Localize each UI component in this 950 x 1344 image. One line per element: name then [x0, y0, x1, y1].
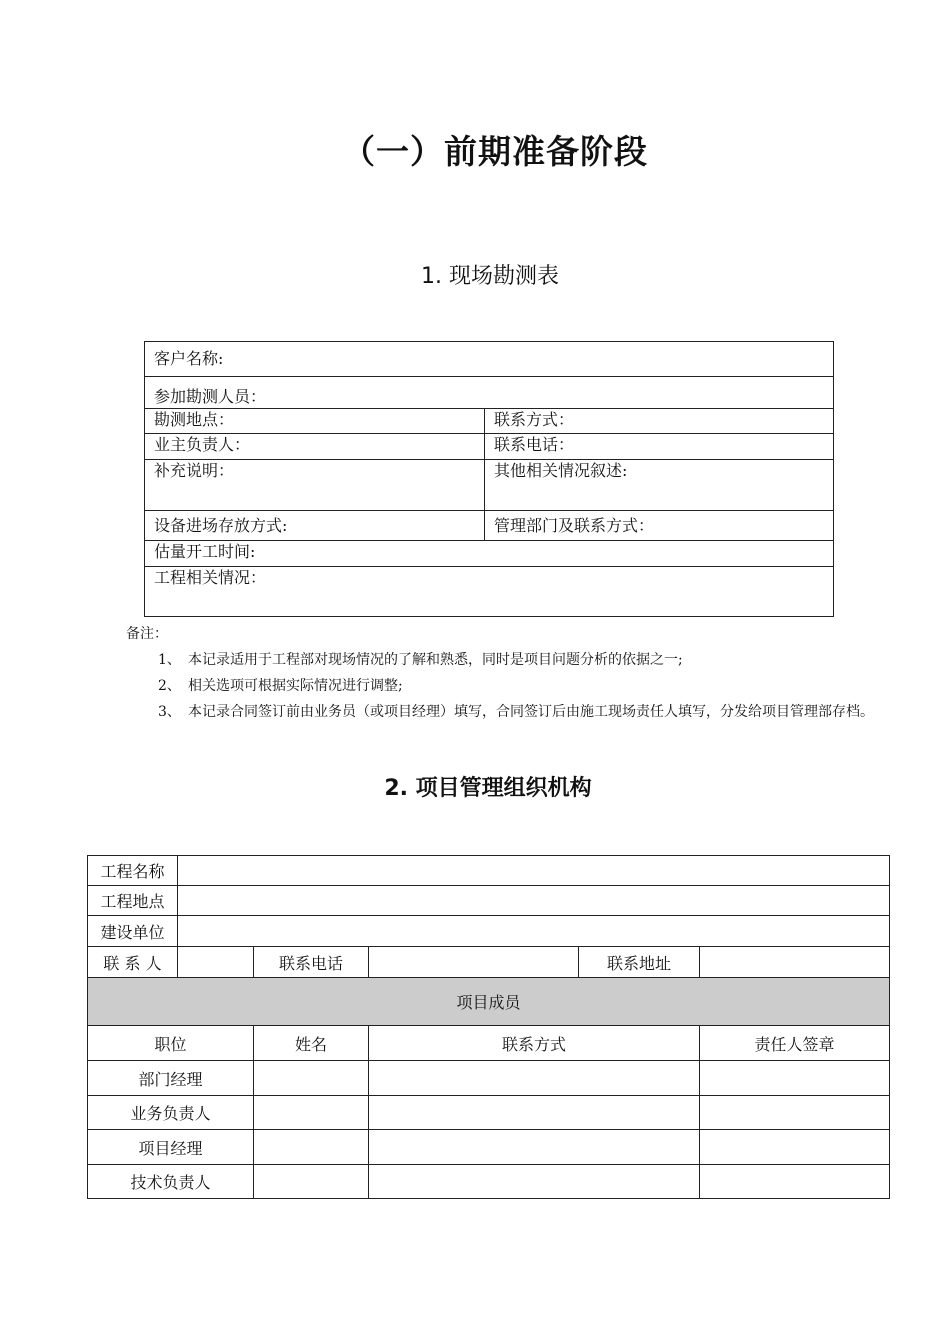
member-name-cell[interactable] [254, 1130, 369, 1165]
column-header-position: 职位 [88, 1026, 254, 1061]
contact-method-field[interactable]: 联系方式： [485, 409, 834, 434]
section-title-organization: 2. 项目管理组织机构 [384, 776, 592, 801]
column-header-contact: 联系方式 [369, 1026, 700, 1061]
table-row [88, 1130, 890, 1165]
estimated-start-field[interactable]: 估量开工时间: [145, 541, 834, 567]
notes-block [126, 621, 911, 725]
table-row [88, 1096, 890, 1130]
survey-staff-field[interactable]: 参加勘测人员： [145, 377, 834, 409]
members-header: 项目成员 [88, 978, 890, 1026]
organization-table [87, 855, 890, 1199]
member-position: 技术负责人 [88, 1165, 254, 1199]
note-number: 3、 [158, 704, 181, 720]
survey-location-field[interactable]: 勘测地点： [145, 409, 485, 434]
member-name-cell[interactable] [254, 1096, 369, 1130]
project-situation-field[interactable]: 工程相关情况： [145, 567, 834, 617]
member-position: 部门经理 [88, 1061, 254, 1096]
member-name-cell[interactable] [254, 1061, 369, 1096]
note-text: 本记录合同签订前由业务员（或项目经理）填写，合同签订后由施工现场责任人填写，分发给项目管理部存档。 [188, 704, 874, 720]
member-signature-cell[interactable] [700, 1130, 890, 1165]
project-name-value[interactable] [178, 856, 890, 886]
contact-person-label: 联 系 人 [88, 947, 178, 978]
member-contact-cell[interactable] [369, 1130, 700, 1165]
project-location-value[interactable] [178, 886, 890, 916]
note-number: 2、 [158, 678, 181, 694]
owner-person-field[interactable]: 业主负责人： [145, 434, 485, 460]
survey-form-table [144, 341, 834, 617]
other-situation-field[interactable]: 其他相关情况叙述: [485, 460, 834, 511]
table-row [88, 1061, 890, 1096]
member-signature-cell[interactable] [700, 1061, 890, 1096]
member-contact-cell[interactable] [369, 1165, 700, 1199]
page-title: （一）前期准备阶段 [342, 132, 648, 171]
note-text: 相关选项可根据实际情况进行调整; [188, 678, 403, 694]
member-position: 业务负责人 [88, 1096, 254, 1130]
note-item [126, 647, 911, 673]
contact-phone-label: 联系电话 [254, 947, 369, 978]
contact-phone-field[interactable]: 联系电话： [485, 434, 834, 460]
construction-unit-label: 建设单位 [88, 916, 178, 947]
member-signature-cell[interactable] [700, 1096, 890, 1130]
note-number: 1、 [158, 652, 181, 668]
contact-person-value[interactable] [178, 947, 254, 978]
note-item [126, 699, 911, 725]
notes-label: 备注： [126, 626, 168, 642]
member-position: 项目经理 [88, 1130, 254, 1165]
member-contact-cell[interactable] [369, 1096, 700, 1130]
equipment-storage-field[interactable]: 设备进场存放方式: [145, 511, 485, 541]
contact-address-value[interactable] [700, 947, 890, 978]
project-location-label: 工程地点 [88, 886, 178, 916]
member-name-cell[interactable] [254, 1165, 369, 1199]
note-text: 本记录适用于工程部对现场情况的了解和熟悉，同时是项目问题分析的依据之一; [188, 652, 683, 668]
project-name-label: 工程名称 [88, 856, 178, 886]
construction-unit-value[interactable] [178, 916, 890, 947]
management-contact-field[interactable]: 管理部门及联系方式： [485, 511, 834, 541]
member-signature-cell[interactable] [700, 1165, 890, 1199]
column-header-signature: 责任人签章 [700, 1026, 890, 1061]
contact-address-label: 联系地址 [579, 947, 700, 978]
supplement-field[interactable]: 补充说明： [145, 460, 485, 511]
contact-phone-value[interactable] [369, 947, 579, 978]
note-item [126, 673, 911, 699]
table-row [88, 1165, 890, 1199]
column-header-name: 姓名 [254, 1026, 369, 1061]
section-title-survey: 1. 现场勘测表 [421, 264, 559, 289]
member-contact-cell[interactable] [369, 1061, 700, 1096]
customer-name-field[interactable]: 客户名称: [145, 342, 834, 377]
